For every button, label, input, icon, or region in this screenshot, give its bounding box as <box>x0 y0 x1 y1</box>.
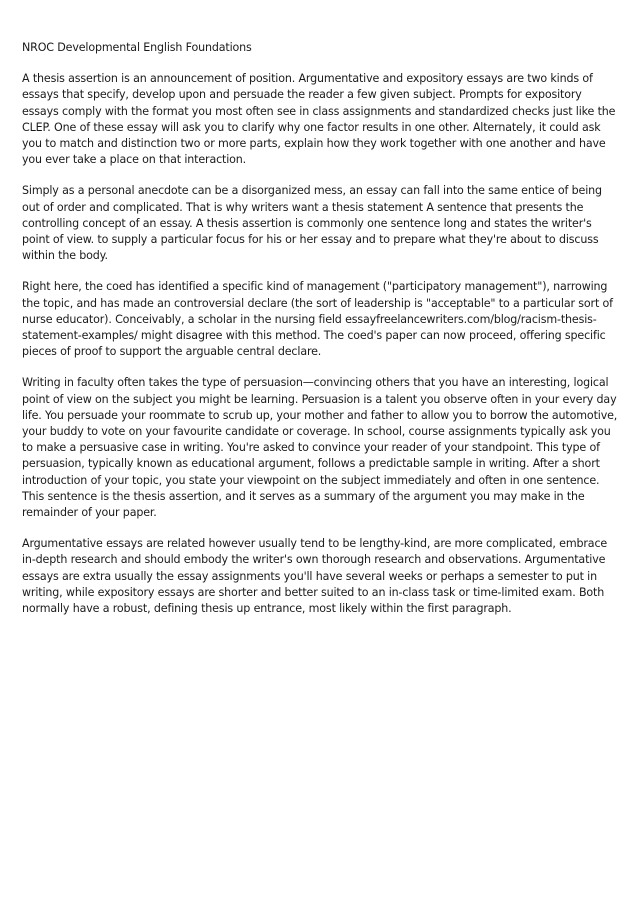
paragraph-2: Simply as a personal anecdote can be a disorganized mess, an essay can fall into the same entice of being out of order and complicated. That is why writers want a thesis statement A sentence that presents the controlling concept of an essay. A thesis assertion is commonly one sentence long and states the writer's point of view. to supply a particular focus for his or her essay and to prepare what they're about to discuss within the body. <box>22 184 602 263</box>
document-title: NROC Developmental English Foundations <box>22 41 252 54</box>
paragraph-1: A thesis assertion is an announcement of position. Argumentative and expository essays are two kinds of essays that specify, develop upon and persuade the reader a few given subject. Prompts for expository essays comply with the format you most often see in class assignments and standardized checks just like the CLEP. One of these essay will ask you to clarify why one factor results in one other. Alternately, it could ask you to match and distinction two or more parts, explain how they work together with one another and have you ever take a place on that interaction. <box>22 72 616 167</box>
paragraph-3: Right here, the coed has identified a specific kind of management ("participatory management"), narrowing the topic, and has made an controversial declare (the sort of leadership is "acceptable" to a particular sort of nurse educator). Conceivably, a scholar in the nursing field essayfreelancewriters.com/blog/racism-thesis-statement-examples/ might disagree with this method. The coed's paper can now proceed, offering specific pieces of proof to support the arguable central declare. <box>22 280 613 359</box>
paragraph-5: Argumentative essays are related however usually tend to be lengthy-kind, are more complicated, embrace in-depth research and should embody the writer's own thorough research and observations. Argumentative essays are extra usually the essay assignments you'll have several weeks or perhaps a semester to put in writing, while expository essays are shorter and better suited to an in-class task or time-limited exam. Both normally have a robust, defining thesis up entrance, most likely within the first paragraph. <box>22 537 608 616</box>
document-body <box>22 40 618 632</box>
paragraph-4: Writing in faculty often takes the type of persuasion—convincing others that you have an interesting, logical point of view on the subject you might be learning. Persuasion is a talent you observe often in your every day life. You persuade your roommate to scrub up, your mother and father to allow you to borrow the automotive, your buddy to vote on your favourite candidate or coverage. In school, course assignments typically ask you to make a persuasive case in writing. You're asked to convince your reader of your standpoint. This type of persuasion, typically known as educational argument, follows a predictable sample in writing. After a short introduction of your topic, you state your viewpoint on the subject immediately and often in one sentence. This sentence is the thesis assertion, and it serves as a summary of the argument you may make in the remainder of your paper. <box>22 376 618 520</box>
